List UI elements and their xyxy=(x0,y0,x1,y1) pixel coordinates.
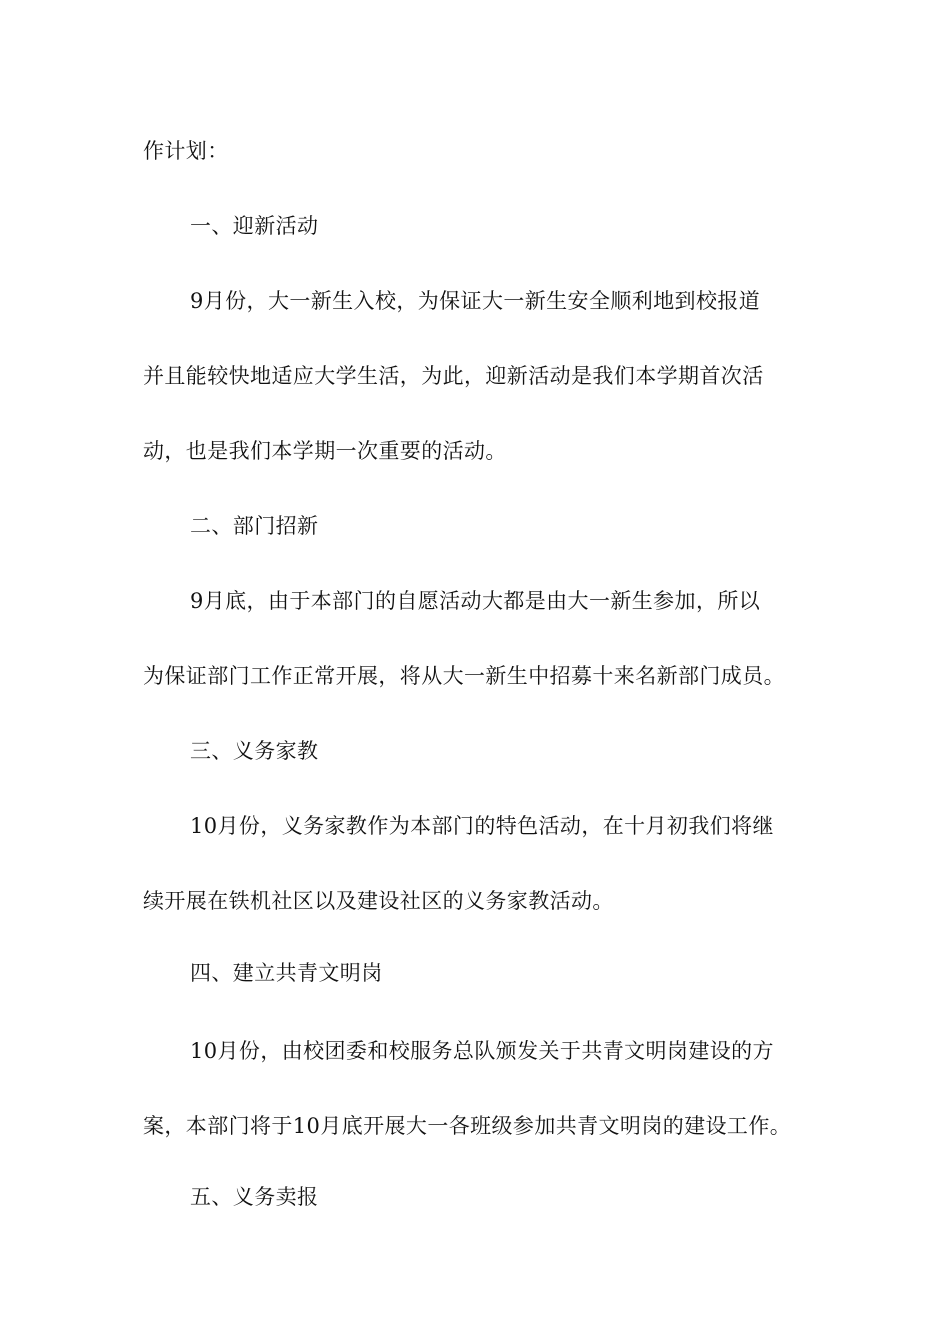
section-heading-civilized-post: 四、建立共青文明岗 xyxy=(190,961,383,985)
paragraph-line: 10月份，由校团委和校服务总队颁发关于共青文明岗建设的方 xyxy=(190,1039,774,1063)
section-heading-tutoring: 三、义务家教 xyxy=(190,739,319,763)
paragraph-line: 9月底，由于本部门的自愿活动大都是由大一新生参加，所以 xyxy=(190,589,761,613)
section-heading-welcome: 一、迎新活动 xyxy=(190,214,319,238)
paragraph-line: 为保证部门工作正常开展，将从大一新生中招募十来名新部门成员。 xyxy=(143,664,785,688)
paragraph-line: 案，本部门将于10月底开展大一各班级参加共青文明岗的建设工作。 xyxy=(143,1114,792,1138)
section-heading-newspaper: 五、义务卖报 xyxy=(190,1185,319,1209)
paragraph-line: 10月份，义务家教作为本部门的特色活动，在十月初我们将继 xyxy=(190,814,774,838)
text-line-continuation: 作计划： xyxy=(143,139,229,163)
paragraph-line: 续开展在铁机社区以及建设社区的义务家教活动。 xyxy=(143,889,614,913)
section-heading-recruitment: 二、部门招新 xyxy=(190,514,319,538)
paragraph-line: 并且能较快地适应大学生活，为此，迎新活动是我们本学期首次活 xyxy=(143,364,764,388)
paragraph-line: 9月份，大一新生入校，为保证大一新生安全顺利地到校报道 xyxy=(190,289,761,313)
paragraph-line: 动，也是我们本学期一次重要的活动。 xyxy=(143,439,507,463)
